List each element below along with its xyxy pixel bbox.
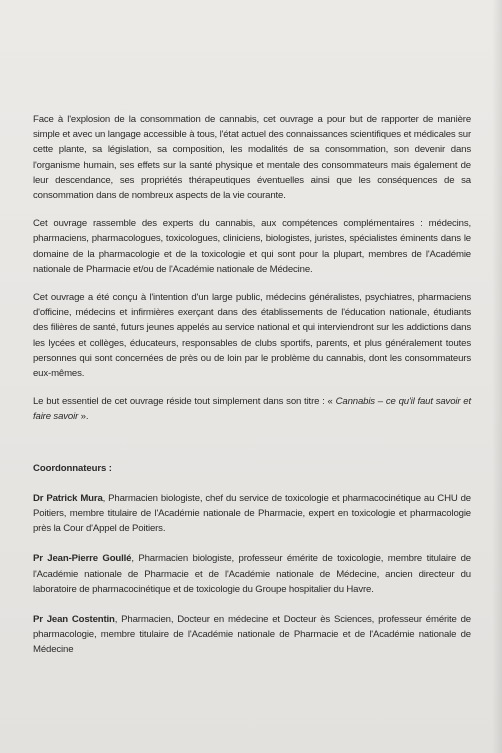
title-lead-text: Le but essentiel de cet ouvrage réside tout simplement dans son titre : « [33,396,336,408]
coordinator-bio [33,612,471,658]
book-title-quote: Cannabis – ce qu'il faut savoir et faire savoir [33,396,471,423]
coordinator-bio [33,551,471,597]
title-end-text: ». [78,411,89,423]
intro-paragraph-4 [33,394,471,424]
coordinator-name: Pr Jean Costentin [33,614,115,626]
intro-paragraph-1: Face à l'explosion de la consommation de cannabis, cet ouvrage a pour but de rapporter de manière simple et avec un langage accessible à tous, l'état actuel des connaissances scientifiques et médicales sur cette plante, sa législation, sa composition, les modalités de sa consommation, son devenir dans l'organisme humain, ses effets sur la santé physique et mentale des consommateurs mais également de leur descendance, ses propriétés thérapeutiques éventuelles ainsi que les conséquences de sa consommation dans de nombreux aspects de la vie courante. [33,114,471,202]
back-cover-text [33,112,471,673]
coordinator-name: Pr Jean-Pierre Goullé [33,553,132,565]
coordinator-description: , Pharmacien biologiste, professeur émérite de toxicologie, membre titulaire de l'Académie nationale de Pharmacie et de l'Académie nationale de Médecine, ancien directeur du laboratoire de pharmacocinétique et de toxicologie du Groupe hospitalier du Havre. [33,553,471,595]
intro-paragraph-2: Cet ouvrage rassemble des experts du cannabis, aux compétences complémentaires : médecins, pharmaciens, pharmacologues, toxicologues, cliniciens, biologistes, juristes, spécialistes éminents dans le domaine de la pharmacologie et de la toxicologie et qui sont pour la plupart, membres de l'Académie nationale de Pharmacie et/ou de l'Académie nationale de Médecine. [33,218,471,275]
intro-paragraph-3: Cet ouvrage a été conçu à l'intention d'un large public, médecins généralistes, psychiatres, pharmaciens d'officine, médecins et infirmières exerçant dans des établissements de l'éducation nationale, étudiants des filières de santé, futurs jeunes appelés au service national et qui interviendront sur les addictions dans les lycées et collèges, éducateurs, responsables de clubs sportifs, parents, et plus généralement toutes personnes qui sont concernées de près ou de loin par le problème du cannabis, dont les consommateurs eux-mêmes. [33,292,471,380]
coordinator-description: , Pharmacien, Docteur en médecine et Docteur ès Sciences, professeur émérite de pharmacologie, membre titulaire de l'Académie nationale de Pharmacie et de l'Académie nationale de Médecine [33,614,471,656]
coordinator-bio [33,491,471,537]
coordinator-name: Dr Patrick Mura [33,492,103,504]
coordinator-description: , Pharmacien biologiste, chef du service de toxicologie et pharmacocinétique au CHU de Poitiers, membre titulaire de l'Académie nationale de Pharmacie, expert en toxicologie et pharmacologie près la Cour d'Appel de Poitiers. [33,492,471,535]
coordinators-heading: Coordonnateurs : [33,462,112,474]
cover-edge-shadow [492,0,502,753]
